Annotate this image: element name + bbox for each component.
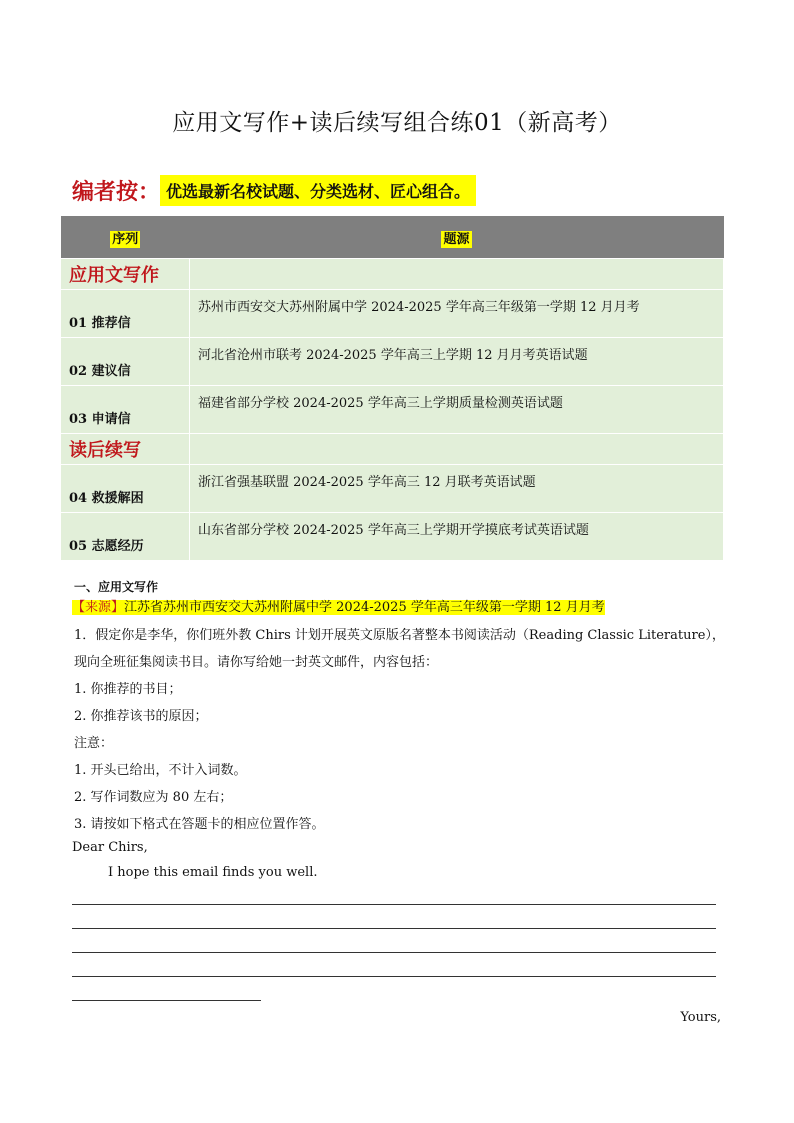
row-seq: 04 救援解困 bbox=[61, 465, 190, 513]
source-text: 江苏省苏州市西安交大苏州附属中学 2024-2025 学年高三年级第一学期 12 月月考 bbox=[124, 600, 605, 615]
note-item: 2. 写作词数应为 80 左右； bbox=[74, 790, 233, 805]
row-source: 河北省沧州市联考 2024-2025 学年高三上学期 12 月月考英语试题 bbox=[190, 338, 724, 386]
answer-line bbox=[72, 928, 716, 929]
content-point: 1. 你推荐的书目； bbox=[74, 682, 182, 697]
salutation: Dear Chirs, bbox=[72, 840, 148, 855]
editor-note bbox=[72, 175, 476, 205]
row-seq: 01 推荐信 bbox=[61, 290, 190, 338]
source-line bbox=[72, 596, 605, 615]
row-source: 浙江省强基联盟 2024-2025 学年高三 12 月联考英语试题 bbox=[190, 465, 724, 513]
category-name: 读后续写 bbox=[61, 434, 190, 465]
category-row bbox=[61, 434, 724, 465]
note-item: 1. 开头已给出，不计入词数。 bbox=[74, 763, 247, 778]
table-row bbox=[61, 465, 724, 513]
category-name: 应用文写作 bbox=[61, 259, 190, 290]
page-title: 应用文写作+读后续写组合练01（新高考） bbox=[172, 110, 622, 136]
table-row bbox=[61, 513, 724, 561]
row-source: 苏州市西安交大苏州附属中学 2024-2025 学年高三年级第一学期 12 月月考 bbox=[190, 290, 724, 338]
answer-line bbox=[72, 952, 716, 953]
table-header-row bbox=[61, 216, 724, 259]
closing: Yours, bbox=[680, 1010, 721, 1025]
source-label: 【来源】 bbox=[72, 600, 125, 615]
row-seq: 05 志愿经历 bbox=[61, 513, 190, 561]
answer-line bbox=[72, 1000, 261, 1001]
row-seq: 02 建议信 bbox=[61, 338, 190, 386]
content-point: 2. 你推荐该书的原因； bbox=[74, 709, 208, 724]
prompt-line-2: 现向全班征集阅读书目。请你写给她一封英文邮件，内容包括： bbox=[74, 655, 439, 670]
row-seq: 03 申请信 bbox=[61, 386, 190, 434]
note-item: 3. 请按如下格式在答题卡的相应位置作答。 bbox=[74, 817, 325, 832]
source-table bbox=[61, 216, 724, 560]
category-row bbox=[61, 259, 724, 290]
row-source: 山东省部分学校 2024-2025 学年高三上学期开学摸底考试英语试题 bbox=[190, 513, 724, 561]
table-row bbox=[61, 290, 724, 338]
header-seq: 序列 bbox=[61, 216, 190, 259]
table-row bbox=[61, 386, 724, 434]
editor-note-label: 编者按： bbox=[72, 178, 161, 205]
section-heading: 一、应用文写作 bbox=[74, 580, 159, 594]
table-row bbox=[61, 338, 724, 386]
opening-sentence: I hope this email finds you well. bbox=[108, 865, 318, 880]
answer-line bbox=[72, 976, 716, 977]
header-source: 题源 bbox=[190, 216, 724, 259]
prompt-line-1: 1．假定你是李华，你们班外教 Chirs 计划开展英文原版名著整本书阅读活动（Reading Classic Literature）， bbox=[74, 628, 725, 643]
notes-label: 注意： bbox=[74, 736, 114, 751]
row-source: 福建省部分学校 2024-2025 学年高三上学期质量检测英语试题 bbox=[190, 386, 724, 434]
editor-note-text: 优选最新名校试题、分类选材、匠心组合。 bbox=[160, 175, 476, 206]
answer-line bbox=[72, 904, 716, 905]
